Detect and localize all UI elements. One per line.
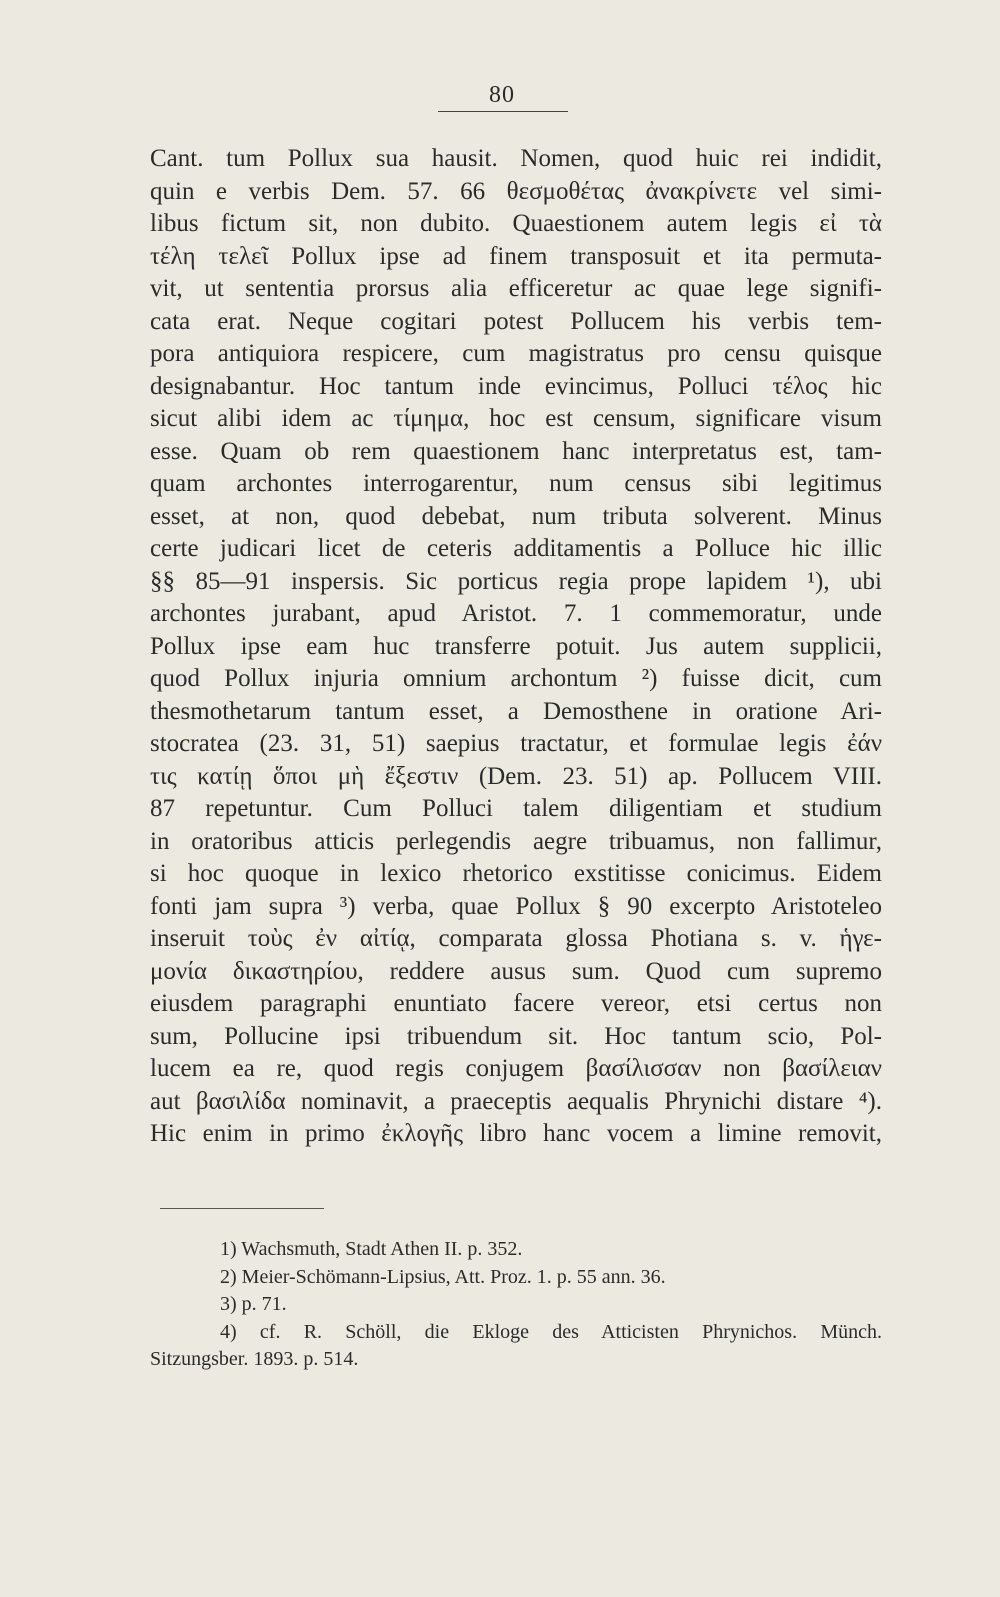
footnote-rule (160, 1208, 324, 1209)
text-line: si hoc quoque in lexico rhetorico exstitisse conicimus. Eidem (150, 860, 882, 887)
text-line: Hic enim in primo ἐκλογῆς libro hanc vocem a limine removit, (150, 1120, 882, 1147)
text-line: τις κατίῃ ὅποι μὴ ἔξεστιν (Dem. 23. 51) ap. Pollucem VIII. (150, 762, 882, 790)
text-line: vit, ut sententia prorsus alia efficeretur ac quae lege signifi- (150, 275, 882, 302)
text-line: quam archontes interrogarentur, num census sibi legitimus (150, 470, 882, 497)
text-line: certe judicari licet de ceteris additamentis a Polluce hic illic (150, 535, 882, 562)
text-line: quod Pollux injuria omnium archontum ²) fuisse dicit, cum (150, 665, 882, 692)
text-line: in oratoribus atticis perlegendis aegre tribuamus, non fallimur, (150, 827, 882, 855)
text-line: pora antiquiora respicere, cum magistratus pro censu quisque (150, 340, 882, 367)
text-line: fonti jam supra ³) verba, quae Pollux § 90 excerpto Aristoteleo (150, 892, 882, 920)
footnotes (150, 1236, 882, 1374)
page-number: 80 (489, 82, 515, 108)
footnote: 2) Meier-Schömann-Lipsius, Att. Proz. 1. p. 55 ann. 36. (220, 1265, 666, 1288)
footnote: 3) p. 71. (220, 1293, 287, 1315)
text-line: §§ 85—91 inspersis. Sic porticus regia prope lapidem ¹), ubi (150, 567, 882, 595)
text-line: μονία δικαστηρίου, reddere ausus sum. Quod cum supremo (150, 957, 882, 985)
page-number-rule (438, 111, 568, 112)
text-line: quin e verbis Dem. 57. 66 θεσμοθέτας ἀνακρίνετε vel simi- (150, 177, 882, 205)
footnote: 1) Wachsmuth, Stadt Athen II. p. 352. (220, 1238, 523, 1260)
text-line: sum, Pollucine ipsi tribuendum sit. Hoc tantum scio, Pol- (150, 1022, 882, 1050)
text-line: inseruit τοὺς ἐν αἰτίᾳ, comparata glossa Photiana s. v. ἡγε- (150, 925, 882, 952)
body-text (150, 143, 882, 1151)
text-line: designabantur. Hoc tantum inde evincimus, Polluci τέλος hic (150, 372, 882, 400)
text-line: libus fictum sit, non dubito. Quaestionem autem legis εἰ τὰ (150, 210, 882, 237)
text-line: esset, at non, quod debebat, num tributa solverent. Minus (150, 502, 882, 530)
text-line: eiusdem paragraphi enuntiato facere vereor, etsi certus non (150, 990, 882, 1017)
text-line: τέλη τελεῖ Pollux ipse ad finem transposuit et ita permuta- (150, 242, 882, 270)
footnote: 4) cf. R. Schöll, die Ekloge des Atticisten Phrynichos. Münch. (220, 1320, 882, 1343)
text-line: aut βασιλίδα nominavit, a praeceptis aequalis Phrynichi distare ⁴). (150, 1087, 882, 1115)
text-line: Cant. tum Pollux sua hausit. Nomen, quod huic rei indidit, (150, 145, 882, 172)
text-line: Pollux ipse eam huc transferre potuit. Jus autem supplicii, (150, 632, 882, 660)
text-line: archontes jurabant, apud Aristot. 7. 1 commemoratur, unde (150, 600, 882, 627)
text-line: stocratea (23. 31, 51) saepius tractatur, et formulae legis ἐάν (150, 730, 882, 757)
text-line: 87 repetuntur. Cum Polluci talem diligentiam et studium (150, 795, 882, 822)
text-line: esse. Quam ob rem quaestionem hanc interpretatus est, tam- (150, 437, 882, 465)
text-line: sicut alibi idem ac τίμημα, hoc est censum, significare visum (150, 405, 882, 432)
text-line: cata erat. Neque cogitari potest Pollucem his verbis tem- (150, 307, 882, 335)
text-line: thesmothetarum tantum esset, a Demosthene in oratione Ari- (150, 697, 882, 725)
text-line: lucem ea re, quod regis conjugem βασίλισσαν non βασίλειαν (150, 1055, 882, 1082)
footnote-continuation: Sitzungsber. 1893. p. 514. (150, 1348, 359, 1370)
